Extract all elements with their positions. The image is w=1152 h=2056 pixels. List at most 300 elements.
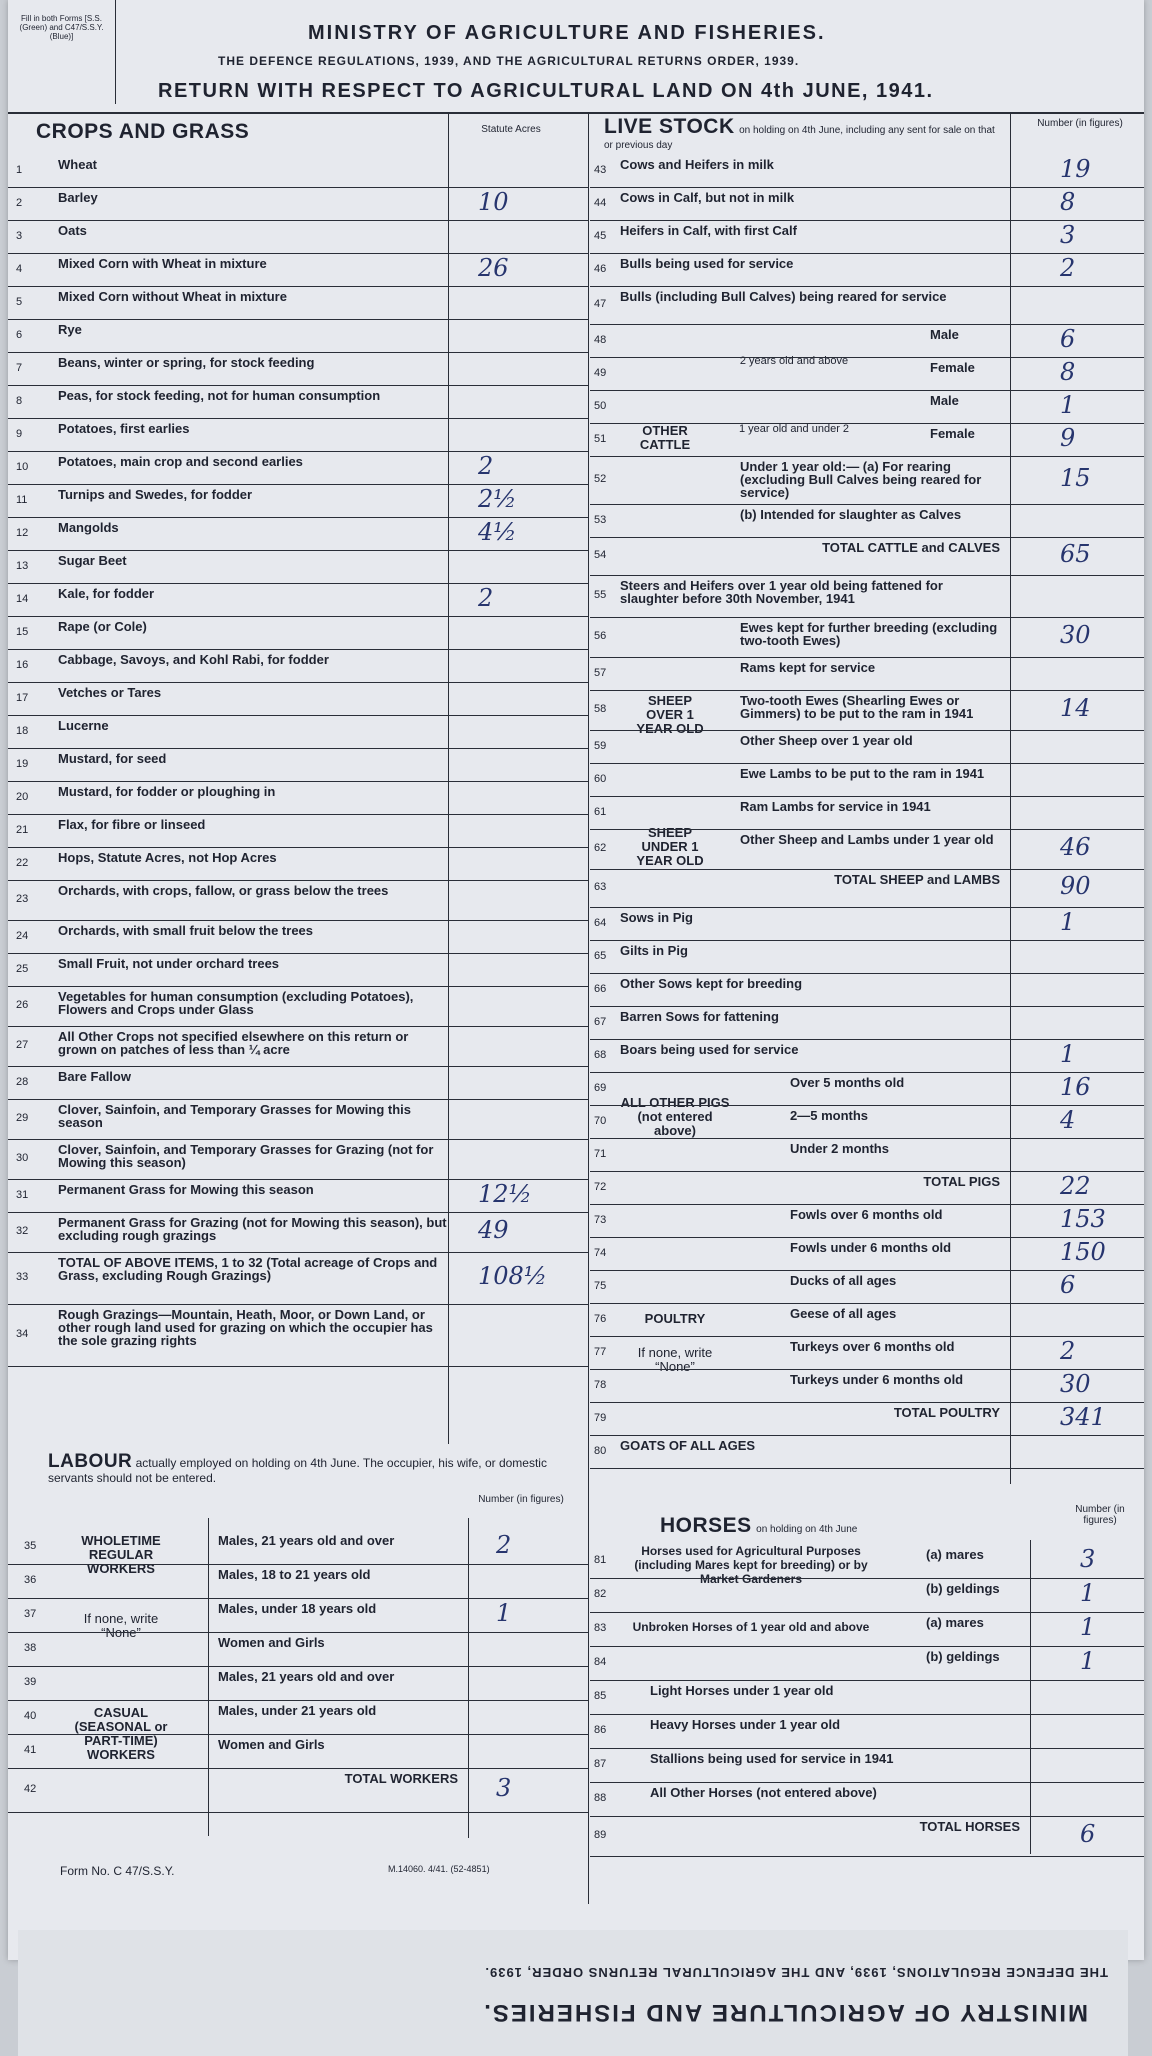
row-number: 48 — [594, 333, 607, 346]
row-number: 63 — [594, 881, 607, 893]
row-number: 80 — [594, 1444, 607, 1457]
row-number: 47 — [594, 298, 607, 310]
row-number: 22 — [16, 856, 29, 869]
row-number: 36 — [24, 1574, 37, 1586]
crop-row — [8, 781, 588, 815]
row-value-field[interactable]: 341 — [1060, 1402, 1106, 1431]
livestock-row — [590, 617, 1144, 658]
row-number: 85 — [594, 1690, 607, 1702]
row-number: 51 — [594, 432, 607, 445]
row-value-field[interactable]: 22 — [1060, 1171, 1091, 1200]
row-label: Light Horses under 1 year old — [650, 1683, 834, 1698]
row-value-field[interactable]: 1 — [1080, 1613, 1096, 1641]
row-number: 89 — [594, 1829, 607, 1841]
row-label: TOTAL HORSES — [919, 1819, 1020, 1834]
row-number: 64 — [594, 916, 607, 929]
row-label: Orchards, with small fruit below the trees — [58, 923, 314, 938]
livestock-header — [604, 115, 1004, 152]
livestock-row — [590, 187, 1144, 221]
crop-row — [8, 418, 588, 452]
row-value-field[interactable]: 30 — [1060, 621, 1091, 649]
row-number: 17 — [16, 691, 29, 704]
row-label: Small Fruit, not under orchard trees — [58, 956, 280, 971]
horses-heading: HORSES — [660, 1514, 752, 1537]
row-label: All Other Crops not specified elsewhere on this return or grown on patches of less than ¼ acre — [58, 1029, 409, 1057]
labour-row — [8, 1666, 588, 1701]
row-label: Other Sheep over 1 year old — [740, 733, 913, 748]
row-number: 14 — [16, 592, 29, 605]
row-label: Geese of all ages — [790, 1306, 897, 1321]
row-label: Clover, Sainfoin, and Temporary Grasses for Grazing (not for Mowing this season) — [58, 1142, 434, 1170]
row-number: 61 — [594, 805, 607, 818]
row-value-field[interactable]: 153 — [1060, 1204, 1106, 1233]
row-label: Rye — [58, 322, 82, 337]
horse-row — [590, 1578, 1144, 1613]
row-label: Under 1 year old:— (a) For rearing (excluding Bull Calves being reared for service) — [740, 459, 982, 500]
labour-row — [8, 1768, 588, 1813]
horse-row — [590, 1748, 1144, 1783]
row-label: Male — [930, 393, 959, 408]
crops-heading: CROPS AND GRASS — [36, 120, 250, 143]
poultry-label: POULTRY — [644, 1311, 706, 1326]
casual-group-label: CASUAL (SEASONAL or PART-TIME) WORKERS — [74, 1705, 168, 1762]
labour-row — [8, 1700, 588, 1735]
livestock-row — [590, 1336, 1144, 1370]
row-number: 45 — [594, 229, 607, 242]
crop-row — [8, 1212, 588, 1253]
row-label: Other Sows kept for breeding — [620, 976, 803, 991]
row-number: 68 — [594, 1048, 607, 1061]
row-label: Oats — [58, 223, 87, 238]
row-value-field[interactable]: 9 — [1060, 423, 1076, 452]
row-number: 57 — [594, 666, 607, 679]
ministry-title: MINISTRY OF AGRICULTURE AND FISHERIES. — [308, 22, 826, 44]
livestock-row — [590, 390, 1144, 424]
row-label: Female — [930, 360, 975, 375]
row-value-field[interactable]: 4 — [1060, 1105, 1076, 1134]
row-number: 41 — [24, 1744, 37, 1756]
row-label: Males, under 18 years old — [218, 1601, 377, 1616]
row-number: 59 — [594, 739, 607, 752]
row-label: Lucerne — [58, 718, 109, 733]
crop-row — [8, 583, 588, 617]
horse-row — [590, 1714, 1144, 1749]
livestock-heading: LIVE STOCK — [604, 115, 735, 138]
row-label: Boars being used for service — [620, 1042, 799, 1057]
crop-row — [8, 1099, 588, 1140]
crop-row — [8, 920, 588, 954]
row-label: Males, 18 to 21 years old — [218, 1567, 371, 1582]
livestock-row — [590, 940, 1144, 974]
row-value-field[interactable]: 108½ — [478, 1262, 548, 1290]
crop-row — [8, 953, 588, 987]
crop-row — [8, 715, 588, 749]
row-label: Two-tooth Ewes (Shearling Ewes or Gimmers) to be put to the ram in 1941 — [740, 693, 974, 721]
row-number: 21 — [16, 823, 29, 836]
row-number: 18 — [16, 724, 29, 737]
row-number: 74 — [594, 1246, 607, 1259]
row-number: 6 — [16, 328, 23, 341]
row-number: 46 — [594, 262, 607, 275]
row-number: 86 — [594, 1724, 607, 1736]
row-value-field[interactable]: 2 — [1060, 253, 1076, 282]
livestock-subheading: on holding on 4th June, including any sent for sale on that or previous day — [604, 125, 995, 151]
other-cattle-label: OTHER CATTLE — [639, 423, 691, 452]
crop-row — [8, 550, 588, 584]
row-label: Stallions being used for service in 1941 — [650, 1751, 894, 1766]
row-number: 67 — [594, 1015, 607, 1028]
row-value-field[interactable]: 3 — [1080, 1545, 1096, 1573]
crop-row — [8, 187, 588, 221]
livestock-row — [590, 657, 1144, 691]
row-number: 81 — [594, 1554, 607, 1566]
sheep-over-label: SHEEP OVER 1 YEAR OLD — [636, 693, 704, 736]
horse-row — [590, 1646, 1144, 1681]
row-value-field[interactable]: 1 — [496, 1599, 512, 1627]
labour-header — [48, 1451, 578, 1486]
row-label: Mustard, for seed — [58, 751, 167, 766]
row-value-field[interactable]: 14 — [1060, 694, 1091, 722]
row-number: 24 — [16, 929, 29, 942]
crop-row — [8, 286, 588, 320]
labour-unit-heading: Number (in figures) — [478, 1494, 564, 1505]
row-label: (b) Intended for slaughter as Calves — [740, 507, 962, 522]
row-value-field[interactable]: 1 — [1060, 907, 1076, 936]
row-label: Males, 21 years old and over — [218, 1533, 395, 1548]
return-title: RETURN WITH RESPECT TO AGRICULTURAL LAND ON 4th JUNE, 1941. — [158, 80, 934, 102]
livestock-unit-heading: Number (in figures) — [1037, 118, 1123, 129]
row-label: TOTAL OF ABOVE ITEMS, 1 to 32 (Total acreage of Crops and Grass, excluding Rough Grazings) — [58, 1255, 438, 1283]
crop-row — [8, 1026, 588, 1067]
poultry-none-note: If none, write “None” — [637, 1345, 713, 1374]
horse-row — [590, 1612, 1144, 1647]
row-label: Male — [930, 327, 959, 342]
livestock-row — [590, 575, 1144, 618]
row-number: 69 — [594, 1081, 607, 1094]
row-value-field[interactable]: 10 — [478, 187, 509, 216]
row-label: Hops, Statute Acres, not Hop Acres — [58, 850, 277, 865]
crop-row — [8, 814, 588, 848]
row-label: Clover, Sainfoin, and Temporary Grasses for Mowing this season — [58, 1102, 411, 1130]
row-number: 34 — [16, 1328, 29, 1340]
crop-row — [8, 748, 588, 782]
row-value-field[interactable]: 8 — [1060, 357, 1076, 386]
row-label: Mangolds — [58, 520, 119, 535]
row-label: Sows in Pig — [620, 910, 693, 925]
row-label: Permanent Grass for Mowing this season — [58, 1182, 314, 1197]
crop-row — [8, 649, 588, 683]
row-number: 10 — [16, 460, 29, 473]
one-year-label: 1 year old and under 2 — [738, 423, 850, 435]
livestock-row — [590, 1204, 1144, 1238]
livestock-column — [590, 114, 1144, 1904]
unbroken-horses-label: Unbroken Horses of 1 year old and above — [632, 1620, 870, 1634]
livestock-row — [590, 1369, 1144, 1403]
row-label: GOATS OF ALL AGES — [620, 1438, 756, 1453]
row-value-field[interactable]: 65 — [1060, 540, 1091, 568]
row-number: 53 — [594, 513, 607, 526]
row-label: 2—5 months — [790, 1108, 869, 1123]
row-label: Heifers in Calf, with first Calf — [620, 223, 797, 238]
horses-subheading: on holding on 4th June — [756, 1524, 858, 1535]
crop-row — [8, 1304, 588, 1367]
livestock-row — [590, 1402, 1144, 1436]
labour-row — [8, 1734, 588, 1769]
row-label: Female — [930, 426, 975, 441]
column-divider — [588, 114, 589, 1904]
row-number: 43 — [594, 163, 607, 176]
labour-section — [8, 1444, 588, 1914]
row-value-field[interactable]: 2 — [478, 451, 494, 480]
row-number: 82 — [594, 1588, 607, 1600]
row-label: Over 5 months old — [790, 1075, 905, 1090]
crop-row — [8, 616, 588, 650]
crop-row — [8, 1252, 588, 1305]
row-label: TOTAL CATTLE and CALVES — [822, 540, 1000, 555]
row-value-field[interactable]: 2 — [478, 583, 494, 612]
row-value-field[interactable]: 15 — [1060, 464, 1091, 492]
row-number: 42 — [24, 1783, 37, 1795]
row-label: Gilts in Pig — [620, 943, 688, 958]
row-number: 12 — [16, 526, 29, 539]
livestock-row — [590, 1270, 1144, 1304]
row-label: TOTAL SHEEP and LAMBS — [834, 872, 1000, 887]
row-value-field[interactable]: 1 — [1080, 1579, 1096, 1607]
row-number: 39 — [24, 1676, 37, 1688]
row-label: Ram Lambs for service in 1941 — [740, 799, 931, 814]
crop-row — [8, 880, 588, 921]
row-number: 71 — [594, 1147, 607, 1160]
row-label: Kale, for fodder — [58, 586, 155, 601]
row-label: Barren Sows for fattening — [620, 1009, 779, 1024]
row-number: 75 — [594, 1279, 607, 1292]
horse-row — [590, 1544, 1144, 1579]
row-label: (b) geldings — [926, 1649, 1000, 1664]
form-number: Form No. C 47/S.S.Y. — [60, 1864, 175, 1878]
row-number: 70 — [594, 1114, 607, 1127]
row-value-field[interactable]: 150 — [1060, 1237, 1106, 1266]
row-number: 60 — [594, 772, 607, 785]
livestock-row — [590, 253, 1144, 287]
livestock-row — [590, 220, 1144, 254]
row-value-field[interactable]: 2 — [496, 1531, 512, 1559]
row-label: Rams kept for service — [740, 660, 876, 675]
livestock-row — [590, 796, 1144, 830]
row-label: Flax, for fibre or linseed — [58, 817, 206, 832]
row-label: Turkeys under 6 months old — [790, 1372, 964, 1387]
row-label: Turnips and Swedes, for fodder — [58, 487, 253, 502]
crop-row — [8, 220, 588, 254]
row-number: 8 — [16, 394, 23, 407]
row-number: 13 — [16, 559, 29, 572]
row-number: 44 — [594, 196, 607, 209]
row-number: 38 — [24, 1642, 37, 1654]
livestock-row — [590, 357, 1144, 391]
row-number: 52 — [594, 473, 607, 485]
row-number: 27 — [16, 1039, 29, 1051]
row-number: 30 — [16, 1152, 29, 1164]
regulations-line: THE DEFENCE REGULATIONS, 1939, AND THE AGRICULTURAL RETURNS ORDER, 1939. — [218, 54, 800, 68]
row-label: Bulls being used for service — [620, 256, 794, 271]
livestock-row — [590, 869, 1144, 908]
row-number: 5 — [16, 295, 23, 308]
row-label: Steers and Heifers over 1 year old being fattened for slaughter before 30th November, 1941 — [620, 578, 943, 606]
row-label: (a) mares — [926, 1615, 984, 1630]
horse-row — [590, 1782, 1144, 1817]
row-label: Women and Girls — [218, 1635, 325, 1650]
row-label: Heavy Horses under 1 year old — [650, 1717, 841, 1732]
livestock-row — [590, 907, 1144, 941]
row-label: Other Sheep and Lambs under 1 year old — [740, 832, 994, 847]
row-value-field[interactable]: 46 — [1060, 833, 1091, 861]
row-label: Bare Fallow — [58, 1069, 131, 1084]
row-number: 33 — [16, 1271, 29, 1283]
livestock-row — [590, 730, 1144, 764]
livestock-row — [590, 690, 1144, 731]
row-number: 1 — [16, 163, 23, 176]
row-number: 84 — [594, 1656, 607, 1668]
row-label: Wheat — [58, 157, 97, 172]
row-value-field[interactable]: 90 — [1060, 872, 1091, 900]
crop-row — [8, 847, 588, 881]
print-code: M.14060. 4/41. (52-4851) — [388, 1864, 490, 1874]
row-label: Beans, winter or spring, for stock feeding — [58, 355, 315, 370]
row-label: Potatoes, main crop and second earlies — [58, 454, 303, 469]
row-number: 31 — [16, 1188, 29, 1201]
crop-row — [8, 986, 588, 1027]
row-label: Turkeys over 6 months old — [790, 1339, 955, 1354]
row-value-field[interactable]: 1 — [1060, 390, 1076, 419]
row-number: 29 — [16, 1112, 29, 1124]
row-value-field[interactable]: 1 — [1080, 1647, 1096, 1675]
row-label: Vetches or Tares — [58, 685, 162, 700]
row-label: Women and Girls — [218, 1737, 325, 1752]
labour-row — [8, 1530, 588, 1565]
form-header — [8, 0, 1144, 114]
row-number: 77 — [594, 1345, 607, 1358]
row-value-field[interactable]: 30 — [1060, 1369, 1091, 1398]
row-label: TOTAL WORKERS — [344, 1771, 458, 1786]
row-number: 73 — [594, 1213, 607, 1226]
row-value-field[interactable]: 6 — [1060, 324, 1076, 353]
row-value-field[interactable]: 8 — [1060, 187, 1076, 216]
row-number: 40 — [24, 1710, 37, 1722]
row-value-field[interactable]: 3 — [496, 1774, 512, 1802]
crop-row — [8, 1139, 588, 1180]
row-number: 76 — [594, 1312, 607, 1325]
livestock-row — [590, 1138, 1144, 1172]
crop-row — [8, 451, 588, 485]
row-number: 65 — [594, 949, 607, 962]
row-number: 87 — [594, 1758, 607, 1770]
row-number: 54 — [594, 549, 607, 561]
row-number: 56 — [594, 630, 607, 642]
row-label: Cabbage, Savoys, and Kohl Rabi, for fodder — [58, 652, 329, 667]
horse-row — [590, 1680, 1144, 1715]
livestock-row — [590, 1171, 1144, 1205]
sheep-under-label: SHEEP UNDER 1 YEAR OLD — [636, 825, 704, 868]
row-label: Fowls over 6 months old — [790, 1207, 943, 1222]
row-value-field[interactable]: 3 — [1060, 220, 1076, 249]
row-number: 83 — [594, 1622, 607, 1634]
row-label: Barley — [58, 190, 98, 205]
row-label: Rape (or Cole) — [58, 619, 147, 634]
row-number: 19 — [16, 757, 29, 770]
row-label: Under 2 months — [790, 1141, 889, 1156]
livestock-row — [590, 1072, 1144, 1106]
row-number: 88 — [594, 1792, 607, 1804]
crop-row — [8, 682, 588, 716]
row-value-field[interactable]: 12½ — [478, 1179, 532, 1208]
crop-row — [8, 319, 588, 353]
row-value-field[interactable]: 1 — [1060, 1039, 1076, 1068]
row-value-field[interactable]: 2 — [1060, 1336, 1076, 1365]
row-value-field[interactable]: 26 — [478, 253, 509, 282]
row-label: Males, 21 years old and over — [218, 1669, 395, 1684]
row-number: 3 — [16, 229, 23, 242]
row-number: 55 — [594, 589, 607, 601]
livestock-row — [590, 456, 1144, 505]
row-label: All Other Horses (not entered above) — [650, 1785, 877, 1800]
row-value-field[interactable]: 4½ — [478, 517, 517, 546]
labour-heading: LABOUR — [48, 1451, 133, 1472]
row-value-field[interactable]: 19 — [1060, 154, 1091, 183]
row-value-field[interactable]: 6 — [1080, 1820, 1096, 1848]
row-label: Fowls under 6 months old — [790, 1240, 952, 1255]
labour-row — [8, 1598, 588, 1633]
livestock-row — [590, 829, 1144, 870]
row-label: Ducks of all ages — [790, 1273, 897, 1288]
crops-column — [8, 114, 588, 1904]
row-number: 2 — [16, 196, 23, 209]
crop-row — [8, 484, 588, 518]
row-value-field[interactable]: 2½ — [478, 484, 517, 513]
row-label: (b) geldings — [926, 1581, 1000, 1596]
row-label: Cows and Heifers in milk — [620, 157, 774, 172]
row-value-field[interactable]: 16 — [1060, 1072, 1091, 1101]
row-number: 32 — [16, 1225, 29, 1237]
crop-row — [8, 385, 588, 419]
row-label: Potatoes, first earlies — [58, 421, 190, 436]
underlying-sheet — [18, 1930, 1128, 2056]
row-number: 62 — [594, 842, 607, 854]
livestock-row — [590, 423, 1144, 457]
horses-header — [660, 1514, 857, 1538]
row-label: Orchards, with crops, fallow, or grass below the trees — [58, 883, 389, 898]
livestock-row — [590, 763, 1144, 797]
row-number: 49 — [594, 366, 607, 379]
agri-horses-label: Horses used for Agricultural Purposes (including Mares kept for breeding) or by Market Gardeners — [634, 1544, 868, 1586]
row-number: 66 — [594, 982, 607, 995]
wholetime-none-note: If none, write “None” — [83, 1611, 159, 1640]
row-value-field[interactable]: 6 — [1060, 1270, 1076, 1299]
row-label: Sugar Beet — [58, 553, 127, 568]
row-label: Mixed Corn without Wheat in mixture — [58, 289, 287, 304]
row-label: TOTAL PIGS — [923, 1174, 1000, 1189]
fill-in-note: Fill in both Forms [S.S. (Green) and C47/S.S.Y. (Blue)] — [8, 0, 116, 104]
livestock-row — [590, 537, 1144, 576]
row-label: Permanent Grass for Grazing (not for Mowing this season), but excluding rough grazings — [58, 1215, 447, 1243]
return-form-sheet — [8, 0, 1144, 1960]
row-value-field[interactable]: 49 — [478, 1216, 509, 1244]
row-number: 28 — [16, 1075, 29, 1088]
row-label: TOTAL POULTRY — [893, 1405, 1000, 1420]
row-label: Mixed Corn with Wheat in mixture — [58, 256, 267, 271]
row-label: Mustard, for fodder or ploughing in — [58, 784, 276, 799]
crop-row — [8, 154, 588, 188]
row-number: 11 — [16, 493, 28, 506]
livestock-row — [590, 1303, 1144, 1337]
